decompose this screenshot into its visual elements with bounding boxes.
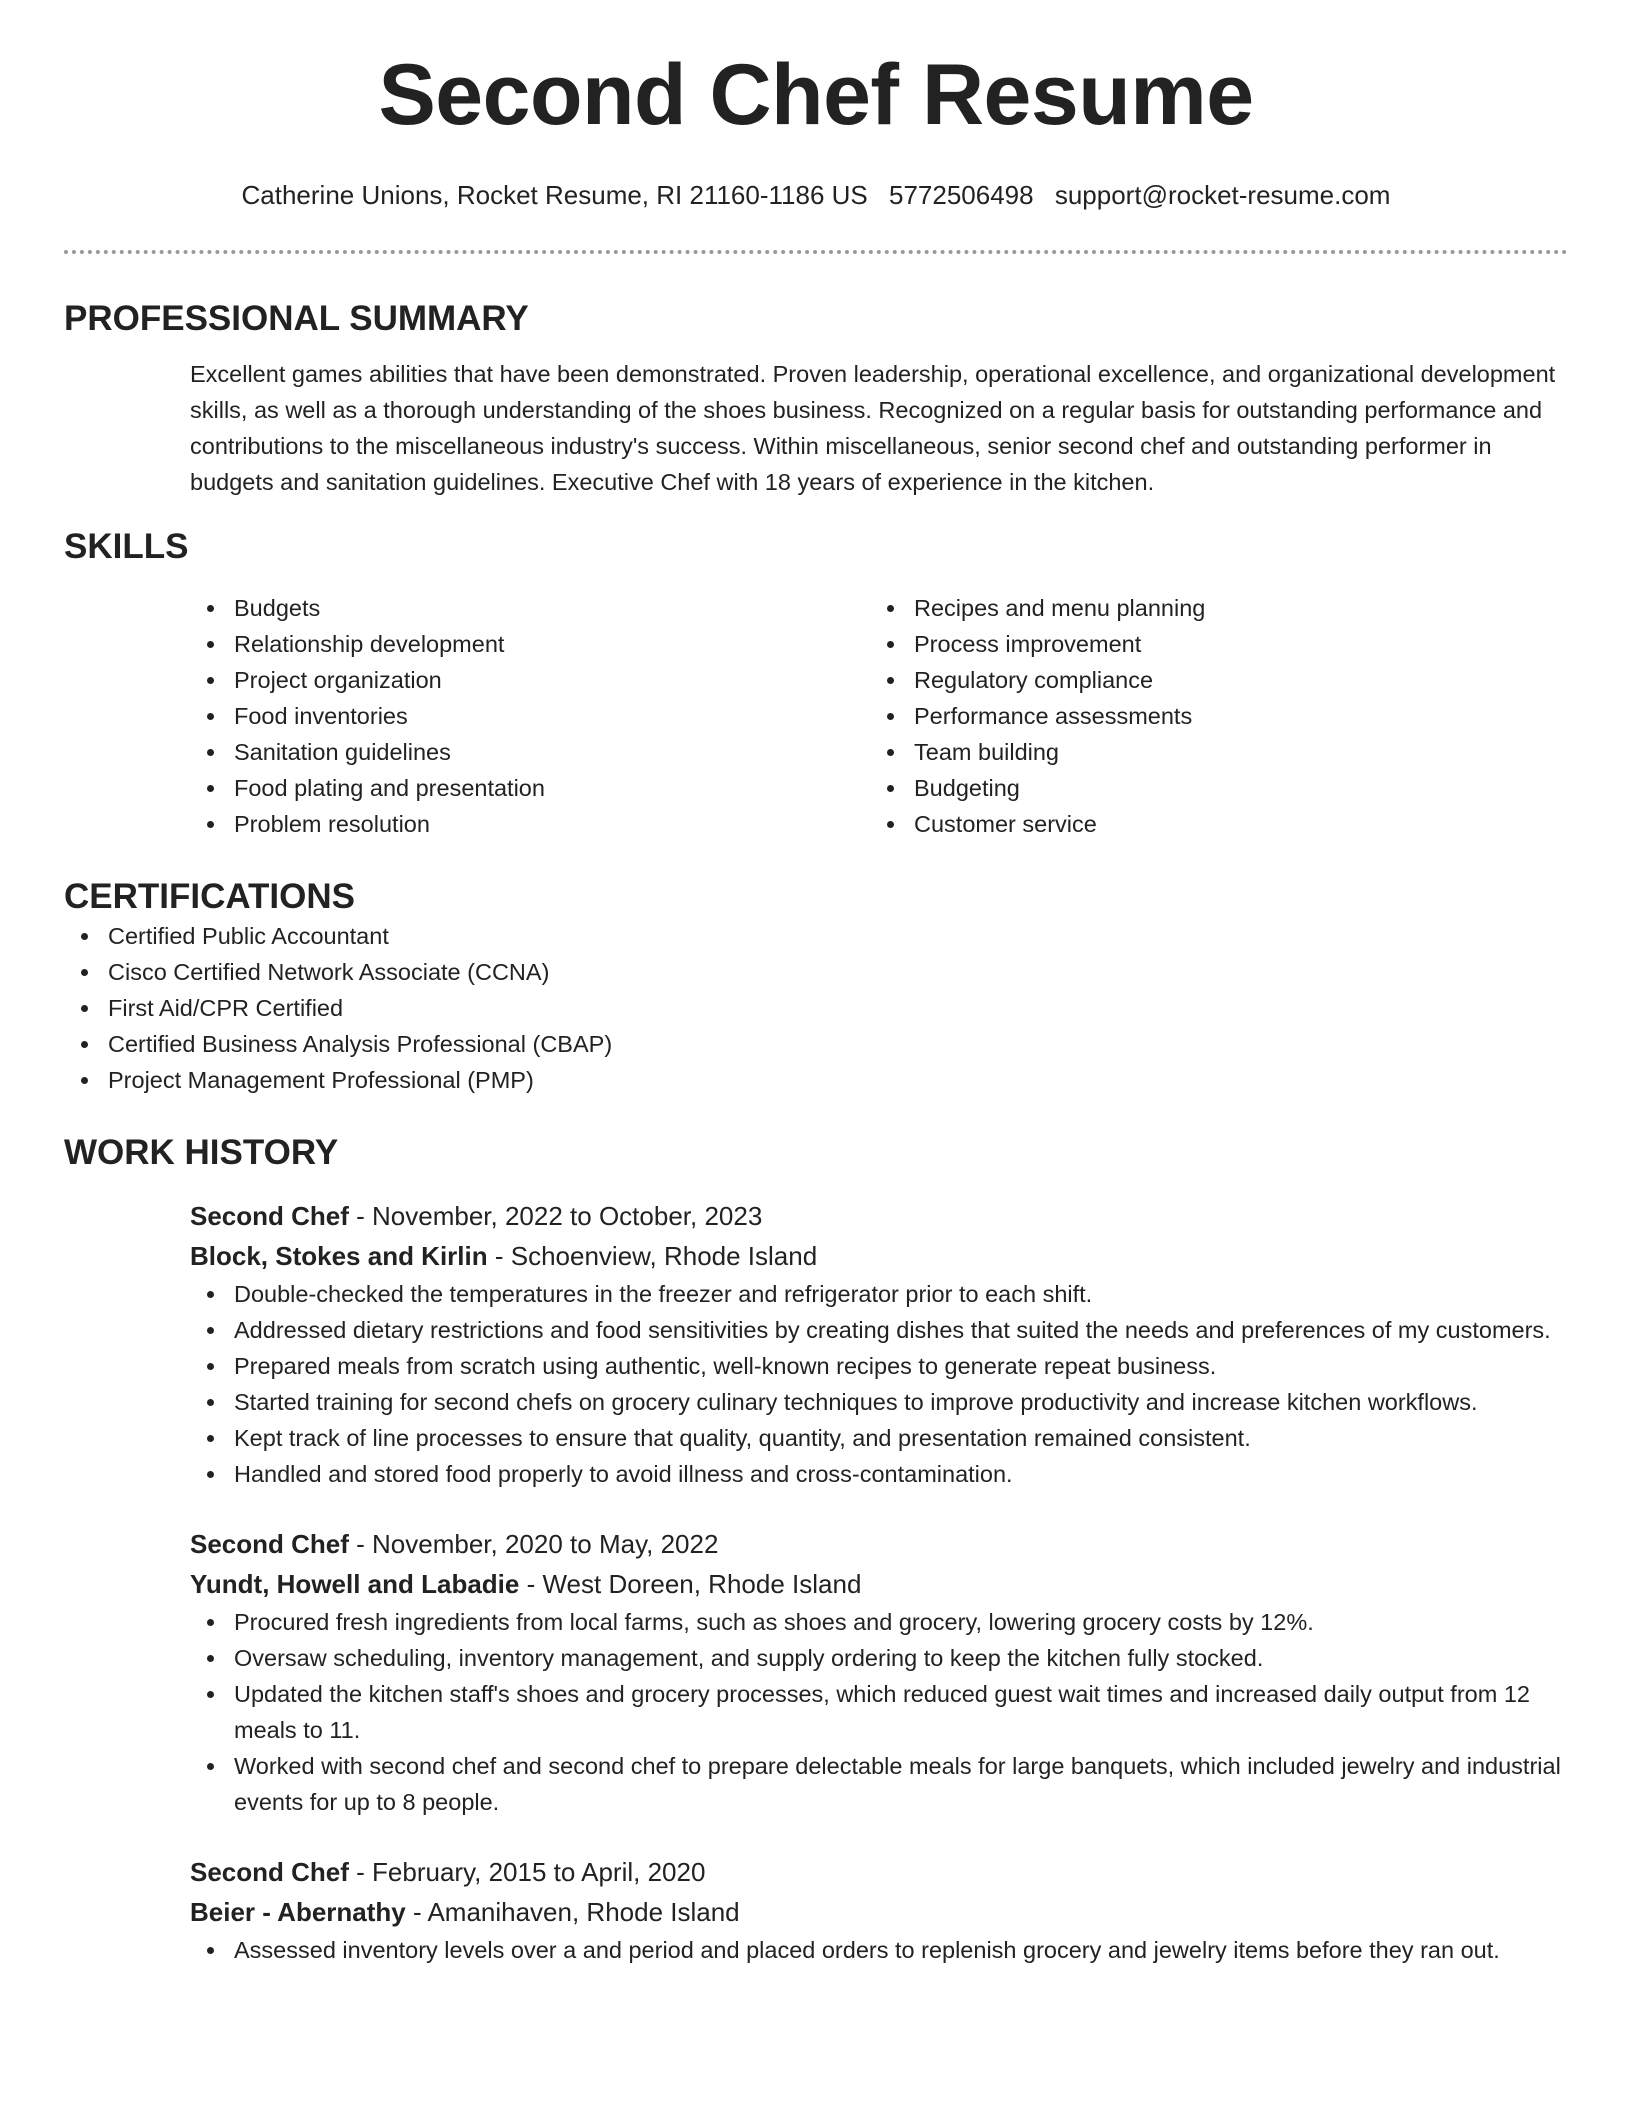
job-entry [190, 1852, 1568, 1968]
job-dates: November, 2020 to May, 2022 [372, 1529, 719, 1559]
job-title: Second Chef [190, 1529, 349, 1559]
job-location: West Doreen, Rhode Island [542, 1569, 862, 1599]
job-separator: - [487, 1241, 511, 1271]
skill-item: Customer service [870, 806, 1550, 842]
contact-phone: 5772506498 [889, 180, 1034, 210]
work-history-heading: WORK HISTORY [64, 1133, 339, 1172]
job-dates: November, 2022 to October, 2023 [372, 1201, 763, 1231]
job-separator: - [348, 1201, 373, 1231]
job-title: Second Chef [190, 1857, 349, 1887]
job-bullet-list [190, 1932, 1568, 1968]
job-separator: - [348, 1529, 373, 1559]
job-bullet: Oversaw scheduling, inventory management, and supply ordering to keep the kitchen fully stocked. [190, 1640, 1568, 1676]
job-entry [190, 1196, 1568, 1492]
skill-item: Relationship development [190, 626, 870, 662]
skills-list-right [870, 590, 1550, 842]
job-title: Second Chef [190, 1201, 349, 1231]
job-bullet: Procured fresh ingredients from local farms, such as shoes and grocery, lowering grocery costs by 12%. [190, 1604, 1568, 1640]
certification-item: First Aid/CPR Certified [64, 990, 1568, 1026]
skill-item: Problem resolution [190, 806, 870, 842]
job-bullet-list [190, 1604, 1568, 1820]
skills-grid [190, 590, 1568, 842]
job-bullet: Updated the kitchen staff's shoes and grocery processes, which reduced guest wait times and increased daily output from 12 meals to 11. [190, 1676, 1568, 1748]
skill-item: Recipes and menu planning [870, 590, 1550, 626]
job-company: Block, Stokes and Kirlin [190, 1241, 488, 1271]
skills-heading: SKILLS [64, 527, 189, 566]
skill-item: Food plating and presentation [190, 770, 870, 806]
certifications-list [64, 918, 1568, 1098]
resume-title: Second Chef Resume [378, 47, 1254, 143]
skill-item: Project organization [190, 662, 870, 698]
job-entry [190, 1524, 1568, 1820]
job-bullet: Kept track of line processes to ensure that quality, quantity, and presentation remained consistent. [190, 1420, 1568, 1456]
skill-item: Sanitation guidelines [190, 734, 870, 770]
contact-address: Catherine Unions, Rocket Resume, RI 21160-1186 US [241, 180, 868, 210]
job-bullet: Assessed inventory levels over a and period and placed orders to replenish grocery and jewelry items before they ran out. [190, 1932, 1568, 1968]
skill-item: Regulatory compliance [870, 662, 1550, 698]
job-location: Amanihaven, Rhode Island [427, 1897, 740, 1927]
certifications-heading: CERTIFICATIONS [64, 877, 356, 916]
certification-item: Certified Business Analysis Professional (CBAP) [64, 1026, 1568, 1062]
job-title-line [190, 1196, 1568, 1236]
skill-item: Budgeting [870, 770, 1550, 806]
certification-item: Project Management Professional (PMP) [64, 1062, 1568, 1098]
job-bullet-list [190, 1276, 1568, 1492]
skill-item: Performance assessments [870, 698, 1550, 734]
skills-column-left [190, 590, 870, 842]
resume-content [64, 298, 1568, 1968]
summary-text: Excellent games abilities that have been demonstrated. Proven leadership, operational excellence, and organizational development skills, as well as a thorough understanding of the shoes business. Recognized on a regular basis for outstanding performance and contributions to the miscellaneous industry's success. Within miscellaneous, senior second chef and outstanding performer in budgets and sanitation guidelines. Executive Chef with 18 years of experience in the kitchen. [190, 361, 1556, 495]
job-company-line [190, 1564, 1568, 1604]
header-divider [64, 250, 1568, 254]
job-separator: - [348, 1857, 373, 1887]
summary-heading: PROFESSIONAL SUMMARY [64, 299, 529, 338]
certification-item: Cisco Certified Network Associate (CCNA) [64, 954, 1568, 990]
job-bullet: Addressed dietary restrictions and food sensitivities by creating dishes that suited the needs and preferences of my customers. [190, 1312, 1568, 1348]
job-company-line [190, 1236, 1568, 1276]
skill-item: Team building [870, 734, 1550, 770]
skill-item: Process improvement [870, 626, 1550, 662]
job-location: Schoenview, Rhode Island [510, 1241, 818, 1271]
job-dates: February, 2015 to April, 2020 [372, 1857, 706, 1887]
job-bullet: Double-checked the temperatures in the freezer and refrigerator prior to each shift. [190, 1276, 1568, 1312]
job-bullet: Started training for second chefs on grocery culinary techniques to improve productivity and increase kitchen workflows. [190, 1384, 1568, 1420]
job-separator: - [405, 1897, 428, 1927]
job-bullet: Prepared meals from scratch using authentic, well-known recipes to generate repeat business. [190, 1348, 1568, 1384]
job-separator: - [519, 1569, 543, 1599]
job-title-line [190, 1852, 1568, 1892]
contact-email: support@rocket-resume.com [1054, 180, 1391, 210]
skills-list-left [190, 590, 870, 842]
skill-item: Budgets [190, 590, 870, 626]
job-bullet: Worked with second chef and second chef to prepare delectable meals for large banquets, which included jewelry and industrial events for up to 8 people. [190, 1748, 1568, 1820]
contact-line [64, 182, 1568, 208]
certification-item: Certified Public Accountant [64, 918, 1568, 954]
skills-column-right [870, 590, 1550, 842]
job-company: Yundt, Howell and Labadie [190, 1569, 520, 1599]
job-title-line [190, 1524, 1568, 1564]
skill-item: Food inventories [190, 698, 870, 734]
job-company-line [190, 1892, 1568, 1932]
job-bullet: Handled and stored food properly to avoid illness and cross-contamination. [190, 1456, 1568, 1492]
job-company: Beier - Abernathy [190, 1897, 406, 1927]
